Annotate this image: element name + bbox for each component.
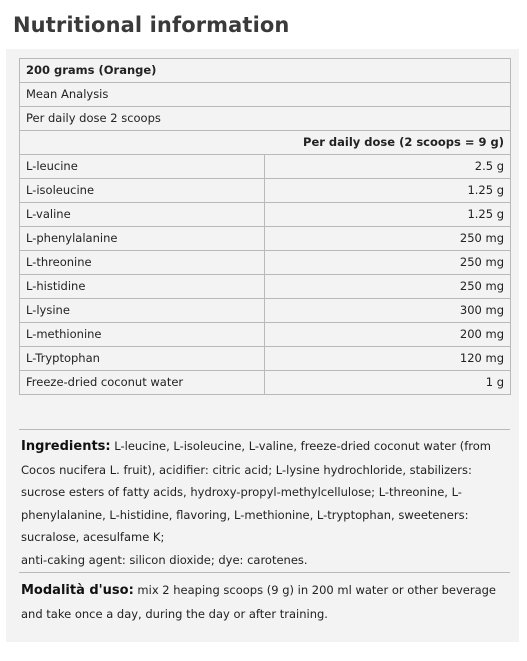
page-title: Nutritional information bbox=[13, 13, 290, 37]
nutrient-name: L-histidine bbox=[20, 275, 265, 299]
table-row bbox=[20, 251, 511, 275]
nutrient-value: 1.25 g bbox=[265, 179, 511, 203]
nutrient-name: L-isoleucine bbox=[20, 179, 265, 203]
nutrient-value: 250 mg bbox=[265, 227, 511, 251]
nutrient-value: 2.5 g bbox=[265, 155, 511, 179]
nutrient-value: 250 mg bbox=[265, 275, 511, 299]
nutrient-name: L-methionine bbox=[20, 323, 265, 347]
table-row bbox=[20, 323, 511, 347]
nutrient-value: 120 mg bbox=[265, 347, 511, 371]
section-divider bbox=[19, 429, 510, 430]
nutrient-name: L-valine bbox=[20, 203, 265, 227]
nutrition-panel bbox=[6, 49, 519, 642]
nutrient-value: 200 mg bbox=[265, 323, 511, 347]
daily-dose-cell: Per daily dose 2 scoops bbox=[20, 107, 511, 131]
nutrition-table bbox=[19, 58, 511, 395]
ingredients-text: phenylalanine, L-histidine, flavoring, L-methionine, L-tryptophan, sweeteners: bbox=[21, 507, 469, 522]
ingredients-text: sucrose esters of fatty acids, hydroxy-propyl-methylcellulose; L-threonine, L- bbox=[21, 485, 462, 499]
table-row bbox=[20, 371, 511, 395]
table-row-product bbox=[20, 59, 511, 83]
nutrient-value: 1.25 g bbox=[265, 203, 511, 227]
table-row-dose bbox=[20, 107, 511, 131]
table-row-mean bbox=[20, 83, 511, 107]
usage-section bbox=[21, 579, 509, 625]
nutrient-name: L-phenylalanine bbox=[20, 227, 265, 251]
nutrient-name: L-threonine bbox=[20, 251, 265, 275]
table-row bbox=[20, 203, 511, 227]
product-cell: 200 grams (Orange) bbox=[20, 59, 511, 83]
ingredients-section bbox=[21, 435, 509, 571]
usage-label: Modalità d'uso: bbox=[21, 583, 134, 598]
table-row bbox=[20, 179, 511, 203]
ingredients-text: sucralose, acesulfame K; bbox=[21, 530, 165, 544]
nutrient-value: 1 g bbox=[265, 371, 511, 395]
table-row bbox=[20, 347, 511, 371]
ingredients-text: Cocos nucifera L. fruit), acidifier: citric acid; L-lysine hydrochloride, stabilizers: bbox=[21, 462, 472, 477]
table-header-row bbox=[20, 131, 511, 155]
usage-text: and take once a day, during the day or after training. bbox=[21, 606, 328, 621]
section-divider bbox=[19, 572, 510, 573]
table-row bbox=[20, 227, 511, 251]
nutrient-name: Freeze-dried coconut water bbox=[20, 371, 265, 395]
table-row bbox=[20, 275, 511, 299]
ingredients-text: L-leucine, L-isoleucine, L-valine, freeze-dried coconut water (from bbox=[110, 439, 491, 453]
nutrient-value: 250 mg bbox=[265, 251, 511, 275]
nutrient-name: L-leucine bbox=[20, 155, 265, 179]
table-row bbox=[20, 155, 511, 179]
mean-analysis-cell: Mean Analysis bbox=[20, 83, 511, 107]
nutrient-value: 300 mg bbox=[265, 299, 511, 323]
header-empty-cell bbox=[20, 131, 265, 155]
nutrient-name: L-Tryptophan bbox=[20, 347, 265, 371]
nutrient-name: L-lysine bbox=[20, 299, 265, 323]
ingredients-text: anti-caking agent: silicon dioxide; dye: carotenes. bbox=[21, 552, 308, 567]
usage-text: mix 2 heaping scoops (9 g) in 200 ml water or other beverage bbox=[133, 583, 496, 597]
table-row bbox=[20, 299, 511, 323]
ingredients-label: Ingredients: bbox=[21, 439, 111, 454]
column-header-cell: Per daily dose (2 scoops = 9 g) bbox=[265, 131, 511, 155]
